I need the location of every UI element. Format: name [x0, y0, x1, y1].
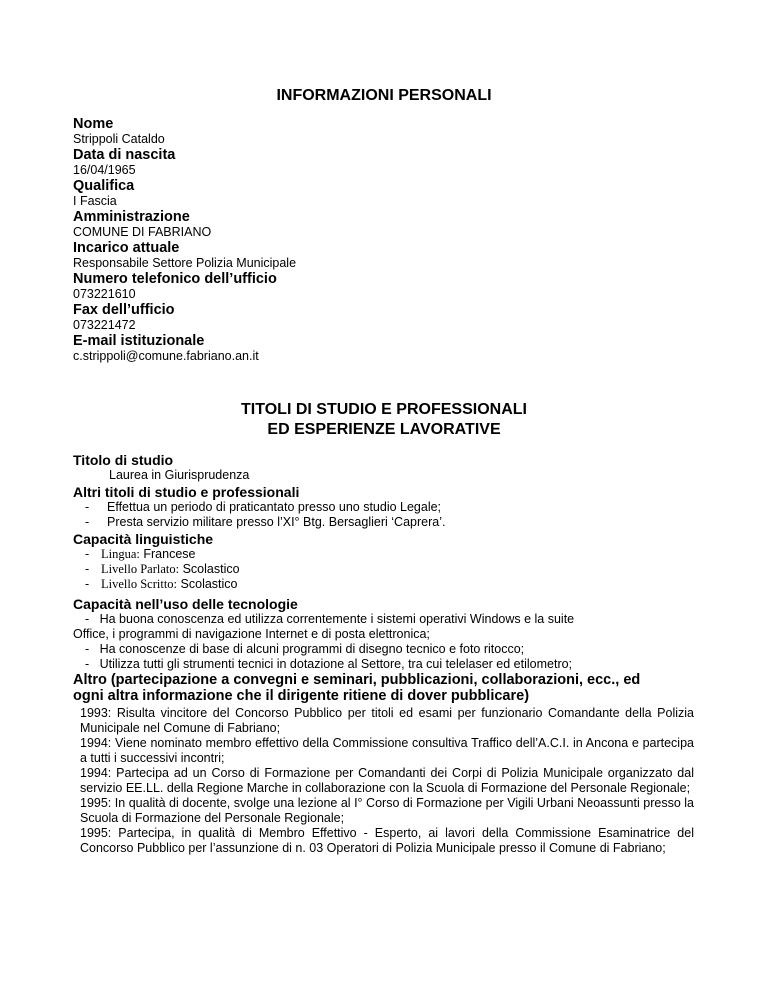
livello-parlato-key: Livello Parlato:	[101, 562, 180, 576]
value-titolo-studio: Laurea in Giurisprudenza	[109, 468, 250, 482]
livello-parlato-val: Scolastico	[182, 562, 240, 576]
label-amministrazione: Amministrazione	[73, 209, 190, 225]
list-item: - Livello Parlato: Scolastico	[85, 562, 240, 576]
lingua-key: Lingua:	[101, 547, 140, 561]
label-telefono: Numero telefonico dell’ufficio	[73, 271, 277, 287]
label-nome: Nome	[73, 116, 114, 132]
tecnologie-item-1-line-1: - Ha buona conoscenza ed utilizza correntemente i sistemi operativi Windows e la suite	[85, 612, 575, 626]
label-lingue: Capacità linguistiche	[73, 531, 214, 547]
tecnologie-item-3: - Utilizza tutti gli strumenti tecnici in dotazione al Settore, tra cui telelaser ed etilometro;	[85, 657, 573, 671]
label-fax: Fax dell’ufficio	[73, 302, 175, 318]
section-lingue	[73, 531, 695, 592]
label-email: E-mail istituzionale	[73, 333, 205, 349]
lingua-val: Francese	[143, 547, 196, 561]
altri-item-text: Presta servizio militare presso l’XI° Btg. Bersaglieri ‘Caprera’.	[107, 515, 446, 529]
tecnologie-item-2-text: Ha conoscenze di base di alcuni programmi di disegno tecnico e foto ritocco;	[99, 642, 525, 656]
list-item: - Presta servizio militare presso l’XI° Btg. Bersaglieri ‘Caprera’.	[85, 515, 446, 529]
label-tecnologie: Capacità nell’uso delle tecnologie	[73, 596, 298, 612]
list-item: - Lingua: Francese	[85, 547, 196, 561]
label-titolo-studio: Titolo di studio	[73, 452, 174, 468]
tecnologie-item-1-text: Ha buona conoscenza ed utilizza correntemente i sistemi operativi Windows e la suite	[99, 612, 575, 626]
tecnologie-item-2: - Ha conoscenze di base di alcuni programmi di disegno tecnico e foto ritocco;	[85, 642, 525, 656]
livello-scritto-val: Scolastico	[180, 577, 238, 591]
value-nome: Strippoli Cataldo	[73, 132, 165, 146]
value-amministrazione: COMUNE DI FABRIANO	[73, 225, 212, 239]
livello-scritto-key: Livello Scritto:	[101, 577, 178, 591]
tecnologie-item-1-line-2: Office, i programmi di navigazione Internet e di posta elettronica;	[73, 627, 430, 641]
value-incarico: Responsabile Settore Polizia Municipale	[73, 256, 297, 270]
value-telefono: 073221610	[73, 287, 136, 301]
section-tecnologie	[73, 596, 695, 672]
label-qualifica: Qualifica	[73, 178, 135, 194]
section-altro	[73, 672, 695, 856]
section-titolo-studio	[73, 452, 695, 483]
list-item: - Effettua un periodo di praticantato presso uno studio Legale;	[85, 500, 442, 514]
label-incarico: Incarico attuale	[73, 240, 180, 256]
value-email: c.strippoli@comune.fabriano.an.it	[73, 349, 259, 363]
title-informazioni-personali: INFORMAZIONI PERSONALI	[276, 87, 492, 104]
altro-paragraph: 1994: Viene nominato membro effettivo della Commissione consultiva Traffico dell’A.C.I. in Ancona e partecipa a tutti i successivi incontri;	[80, 736, 694, 765]
list-item: - Livello Scritto: Scolastico	[85, 577, 238, 591]
altro-paragraph: 1995: Partecipa, in qualità di Membro Effettivo - Esperto, ai lavori della Commissione Esaminatrice del Concorso Pubblico per l’assunzione di n. 03 Operatori di Polizia Municipale presso il Comune di Fabriano;	[80, 826, 694, 855]
label-altri-titoli: Altri titoli di studio e professionali	[73, 484, 300, 500]
title-esperienze: ED ESPERIENZE LAVORATIVE	[267, 421, 501, 438]
title-titoli-studio: TITOLI DI STUDIO E PROFESSIONALI	[241, 401, 527, 418]
label-altro-line-1: Altro (partecipazione a convegni e seminari, pubblicazioni, collaborazioni, ecc., ed	[73, 672, 641, 688]
label-altro-line-2: ogni altra informazione che il dirigente ritiene di dover pubblicare)	[73, 688, 530, 704]
section-altri-titoli	[73, 484, 695, 530]
altro-paragraph: 1993: Risulta vincitore del Concorso Pubblico per titoli ed esami per funzionario Comandante della Polizia Municipale nel Comune di Fabriano;	[80, 706, 694, 735]
value-qualifica: I Fascia	[73, 194, 117, 208]
altri-item-text: Effettua un periodo di praticantato presso uno studio Legale;	[107, 500, 442, 514]
altro-paragraph: 1994: Partecipa ad un Corso di Formazione per Comandanti dei Corpi di Polizia Municipale organizzato dal servizio EE.LL. della Regione Marche in collaborazione con la Scuola di Formazione del Personale Regionale;	[80, 766, 694, 795]
personal-info-section	[73, 116, 695, 364]
altro-paragraphs	[73, 706, 694, 856]
value-fax: 073221472	[73, 318, 136, 332]
altro-paragraph: 1995: In qualità di docente, svolge una lezione al I° Corso di Formazione per Vigili Urbani Neoassunti presso la Scuola di Formazione del Personale Regionale;	[80, 796, 694, 825]
tecnologie-item-3-text: Utilizza tutti gli strumenti tecnici in dotazione al Settore, tra cui telelaser ed etilometro;	[99, 657, 573, 671]
label-data-nascita: Data di nascita	[73, 147, 176, 163]
value-data-nascita: 16/04/1965	[73, 163, 136, 177]
